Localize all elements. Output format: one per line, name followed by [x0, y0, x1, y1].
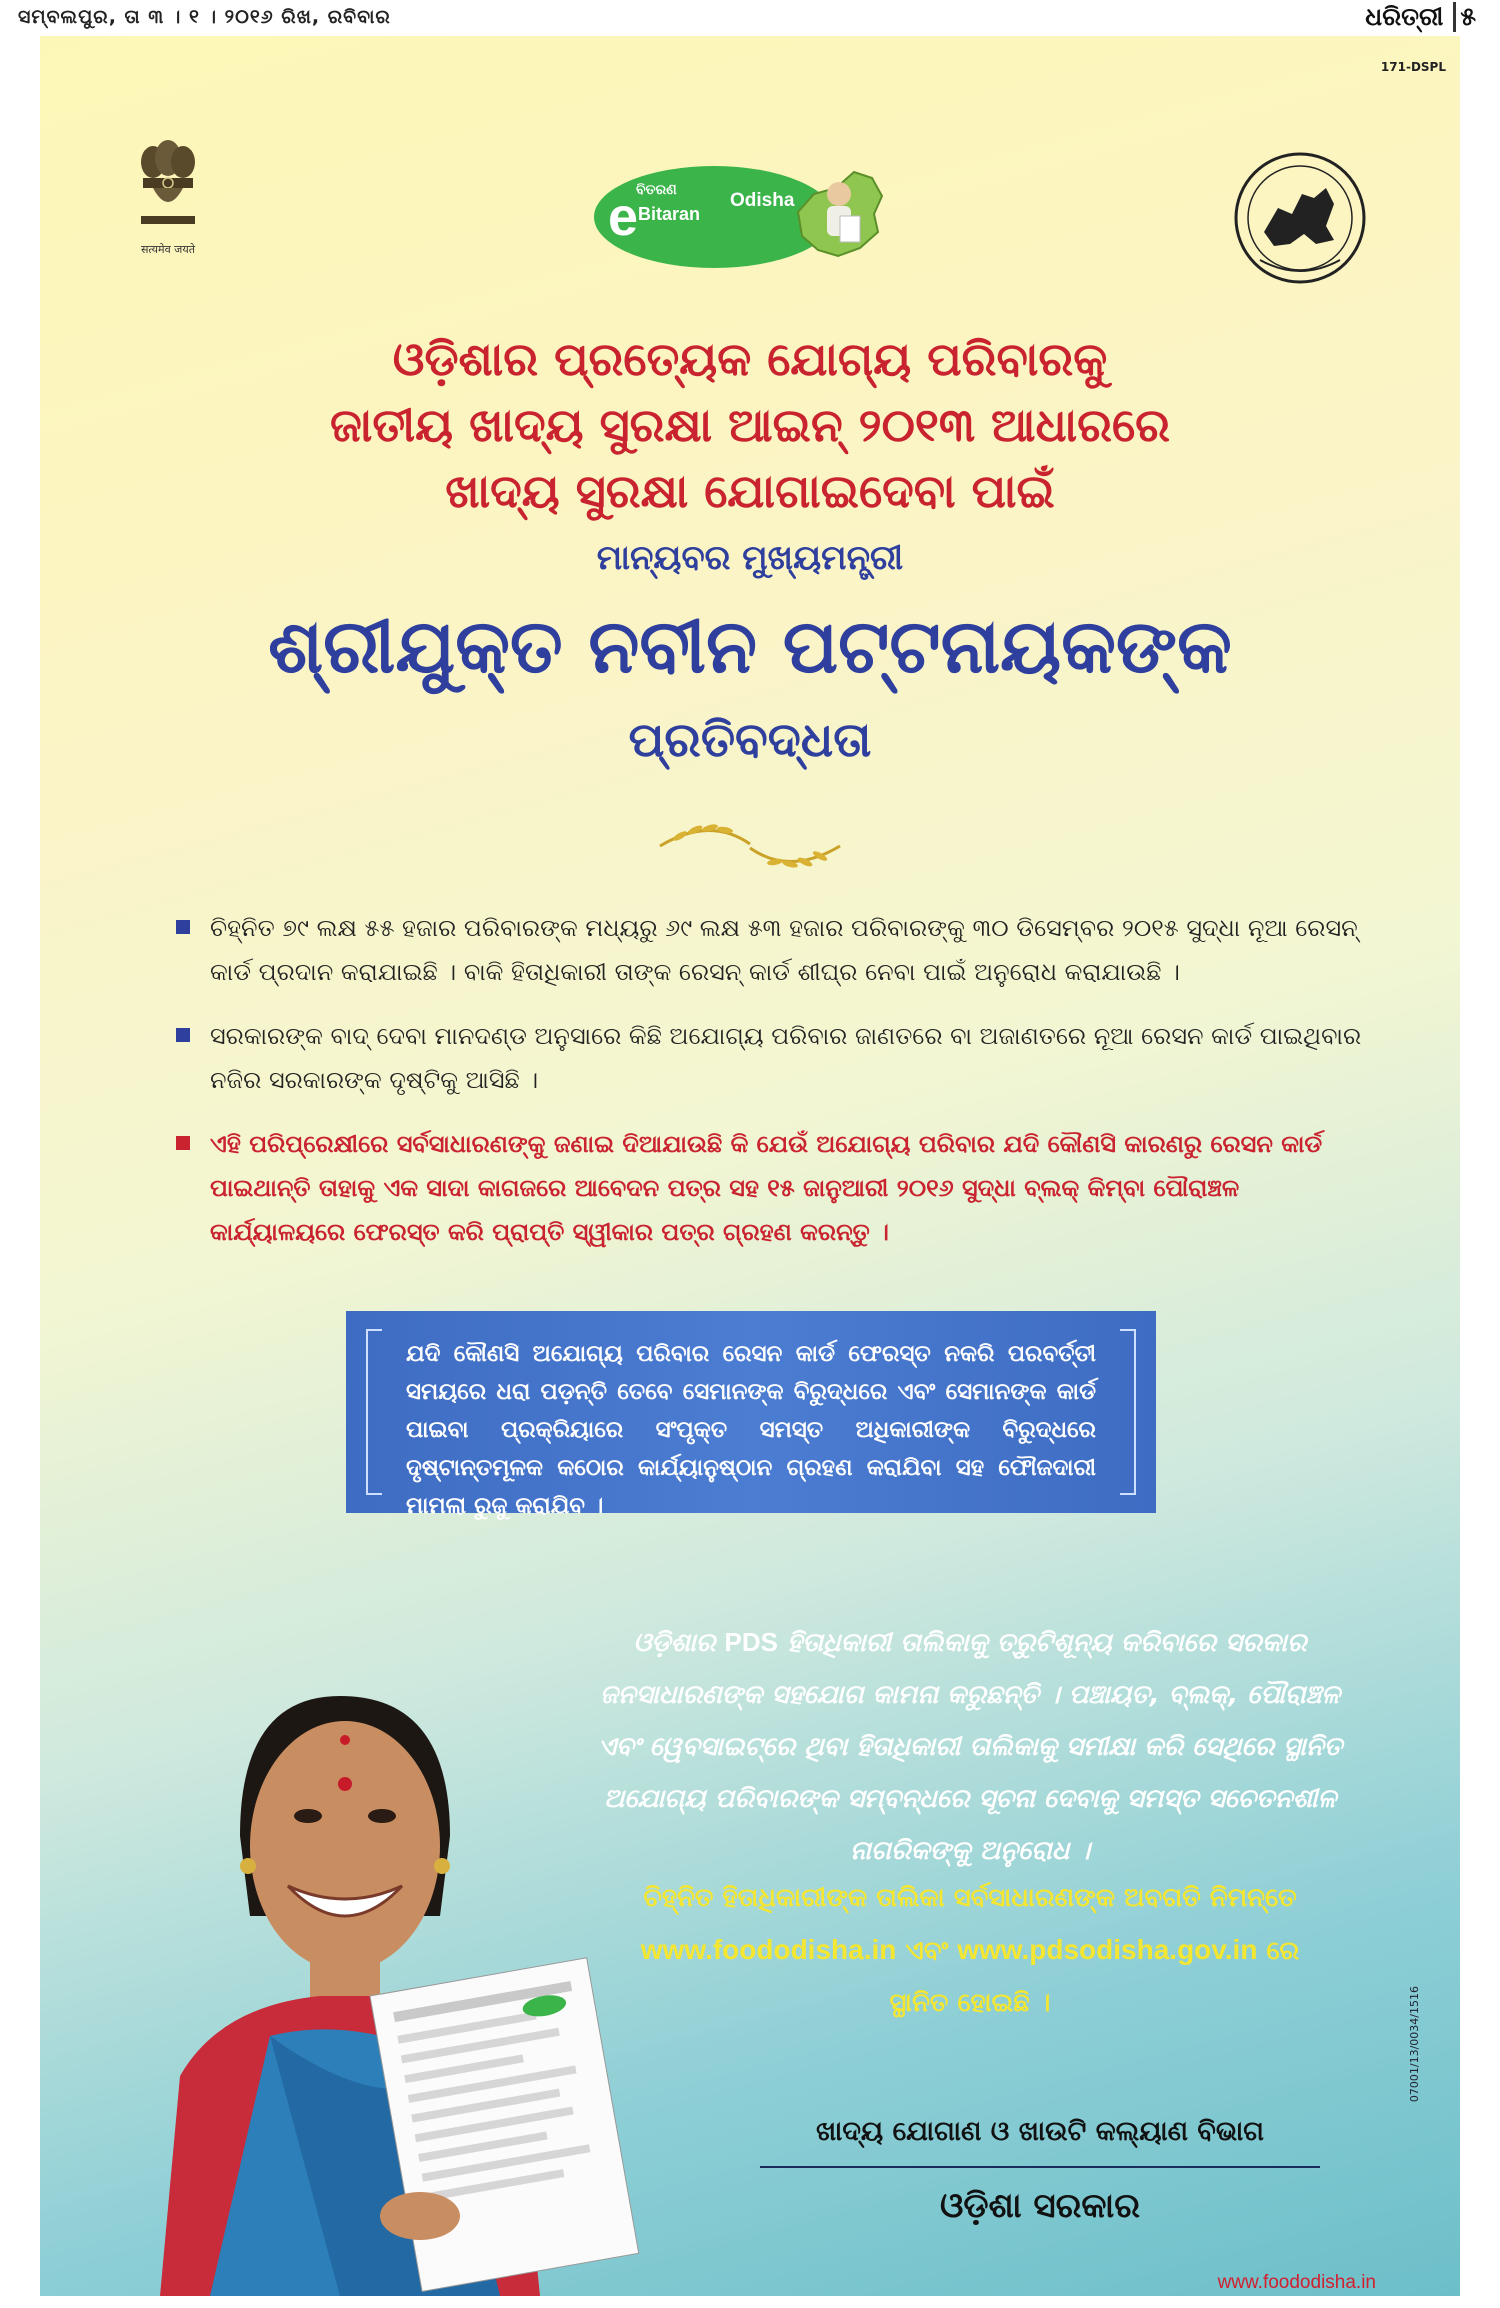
bracket-right	[1120, 1329, 1136, 1495]
side-code: 07001/13/0034/1516	[1408, 1986, 1421, 2103]
warning-text: ଯଦି କୌଣସି ଅଯୋଗ୍ୟ ପରିବାର ରେସନ କାର୍ଡ ଫେରସ୍ତ ନକରି ପରବର୍ତ୍ତୀ ସମୟରେ ଧରା ପଡ଼ନ୍ତି ତେବେ ସେମାନଙ୍କ ବିରୁଦ୍ଧରେ ଏବଂ ସେମାନଙ୍କ କାର୍ଡ ପାଇବା ପ୍ରକ୍ରିୟାରେ ସଂପୃକ୍ତ ସମସ୍ତ ଅଧିକାରୀଙ୍କ ବିରୁଦ୍ଧରେ ଦୃଷ୍ଟାନ୍ତମୂଳକ କଠୋର କାର୍ଯ୍ୟାନୁଷ୍ଠାନ ଗ୍ରହଣ କରାଯିବା ସହ ଫୌଜଦାରୀ ମାମଲା ରୁଜୁ କରାଯିବ ।	[406, 1341, 1096, 1519]
logo-e: e	[608, 187, 639, 247]
list-item	[170, 906, 1370, 994]
page-number: ୫	[1453, 2, 1480, 32]
odisha-map-icon	[784, 154, 894, 274]
woman-with-ration-card-image	[120, 1656, 680, 2296]
cm-name: ଶ୍ରୀଯୁକ୍ତ ନବୀନ ପଟ୍ଟନାୟକଙ୍କ	[268, 604, 1232, 690]
lion-capital-icon	[133, 134, 203, 234]
bullet-icon	[176, 1028, 190, 1042]
notice-and: ଏବଂ	[905, 1936, 949, 1966]
national-emblem	[128, 134, 208, 257]
list-notice	[590, 1872, 1350, 2029]
pds-text-en: PDS	[724, 1627, 779, 1657]
bullet-list	[170, 906, 1370, 1274]
bullet-text: ସରକାରଙ୍କ ବାଦ୍ ଦେବା ମାନଦଣ୍ଡ ଅନୁସାରେ କିଛି ଅଯୋଗ୍ୟ ପରିବାର ଜାଣତରେ ବା ଅଜାଣତରେ ନୂଆ ରେସନ କାର୍ଡ ପାଇଥିବାର ନଜିର ସରକାରଙ୍କ ଦୃଷ୍ଟିକୁ ଆସିଛି ।	[210, 1022, 1362, 1094]
notice-line: ସ୍ଥାନିତ ହୋଇଛି ।	[889, 1988, 1051, 2018]
government-name: ଓଡ଼ିଶା ସରକାର	[939, 2186, 1141, 2226]
dateline: ସମ୍ବଲପୁର, ତା ୩ । ୧ । ୨୦୧୬ ରିଖ, ରବିବାର	[18, 6, 391, 28]
notice-re: ରେ	[1266, 1936, 1300, 1966]
ad-code: 171-DSPL	[1380, 60, 1446, 74]
notice-line: ଚିହ୍ନିତ ହିତାଧିକାରୀଙ୍କ ତାଲିକା ସର୍ବସାଧାରଣଙ୍କ ଅବଗତି ନିମନ୍ତେ	[643, 1883, 1297, 1913]
bullet-text: ଚିହ୍ନିତ ୭୯ ଲକ୍ଷ ୫୫ ହଜାର ପରିବାରଙ୍କ ମଧ୍ୟରୁ ୬୯ ଲକ୍ଷ ୫୩ ହଜାର ପରିବାରଙ୍କୁ ୩୦ ଡିସେମ୍ବର ୨୦୧୫ ସୁଦ୍ଧା ନୂଆ ରେସନ୍ କାର୍ଡ ପ୍ରଦାନ କରାଯାଇଛି । ବାକି ହିତାଧିକାରୀ ତାଙ୍କ ରେସନ୍ କାର୍ଡ ଶୀଘ୍ର ନେବା ପାଇଁ ଅନୁରୋଧ କରାଯାଉଛି ।	[210, 914, 1358, 986]
logo-odia: ବିତରଣ	[636, 182, 677, 198]
bullet-icon	[176, 920, 190, 934]
odisha-state-seal	[1230, 148, 1370, 288]
emblem-motto: सत्यमेव जयते	[140, 243, 195, 256]
logo-state: Odisha	[730, 190, 795, 211]
list-item	[170, 1014, 1370, 1102]
advertisement	[40, 36, 1460, 2296]
headline	[200, 326, 1300, 524]
list-item	[170, 1122, 1370, 1254]
footer-link[interactable]: www.foododisha.in	[1217, 2272, 1376, 2293]
pds-text-before: ଓଡ଼ିଶାର	[633, 1628, 716, 1658]
e-bitaran-logo	[594, 154, 894, 284]
newspaper-header	[0, 0, 1500, 36]
department-name: ଖାଦ୍ୟ ଯୋଗାଣ ଓ ଖାଉଟି କଲ୍ୟାଣ ବିଭାଗ	[815, 2116, 1264, 2147]
wheat-ornament-icon	[650, 806, 850, 886]
divider	[760, 2166, 1320, 2168]
logo-english: Bitaran	[638, 204, 701, 224]
cm-title: ମାନ୍ୟବର ମୁଖ୍ୟମନ୍ତ୍ରୀ	[596, 538, 904, 578]
seal-icon	[1230, 148, 1370, 288]
headline-line: ଜାତୀୟ ଖାଦ୍ୟ ସୁରକ୍ଷା ଆଇନ୍ ୨୦୧୩ ଆଧାରରେ	[330, 398, 1170, 452]
bullet-icon	[176, 1136, 190, 1150]
notice-urls	[590, 1924, 1350, 1977]
paper-name: ଧରିତ୍ରୀ	[1365, 2, 1444, 31]
bracket-left	[366, 1329, 382, 1495]
pds-appeal	[590, 1616, 1350, 1877]
food-odisha-link[interactable]: www.foododisha.in	[640, 1934, 897, 1965]
pds-text-after: ହିତାଧିକାରୀ ତାଲିକାକୁ ତ୍ରୁଟିଶୂନ୍ୟ କରିବାରେ ସରକାର ଜନସାଧାରଣଙ୍କ ସହଯୋଗ କାମନା କରୁଛନ୍ତି । ପଞ୍ଚାୟତ, ବ୍ଲକ୍, ପୌରାଞ୍ଚଳ ଏବଂ ୱେବସାଇଟ୍‌ରେ ଥିବା ହିତାଧିକାରୀ ତାଲିକାକୁ ସମୀକ୍ଷା କରି ସେଥିରେ ସ୍ଥାନିତ ଅଯୋଗ୍ୟ ପରିବାରଙ୍କ ସମ୍ବନ୍ଧରେ ସୂଚନା ଦେବାକୁ ସମସ୍ତ ସଚେତନଶୀଳ ନାଗରିକଙ୍କୁ ଅନୁରୋଧ ।	[597, 1628, 1343, 1866]
pds-odisha-link[interactable]: www.pdsodisha.gov.in	[957, 1934, 1258, 1965]
commitment-label: ପ୍ରତିବଦ୍ଧତା	[628, 712, 872, 768]
bullet-text: ଏହି ପରିପ୍ରେକ୍ଷୀରେ ସର୍ବସାଧାରଣଙ୍କୁ ଜଣାଇ ଦିଆଯାଉଛି କି ଯେଉଁ ଅଯୋଗ୍ୟ ପରିବାର ଯଦି କୌଣସି କାରଣରୁ ରେସନ କାର୍ଡ ପାଇଥାନ୍ତି ତାହାକୁ ଏକ ସାଦା କାଗଜରେ ଆବେଦନ ପତ୍ର ସହ ୧୫ ଜାନୁଆରୀ ୨୦୧୬ ସୁଦ୍ଧା ବ୍ଲକ୍ କିମ୍ବା ପୌରାଞ୍ଚଳ କାର୍ଯ୍ୟାଳୟରେ ଫେରସ୍ତ କରି ପ୍ରାପ୍ତି ସ୍ୱୀକାର ପତ୍ର ଗ୍ରହଣ କରନ୍ତୁ ।	[210, 1130, 1323, 1246]
warning-box	[346, 1311, 1156, 1519]
paper-masthead	[1365, 2, 1480, 32]
headline-line: ଓଡ଼ିଶାର ପ୍ରତ୍ୟେକ ଯୋଗ୍ୟ ପରିବାରକୁ	[392, 332, 1108, 386]
headline-line: ଖାଦ୍ୟ ସୁରକ୍ଷା ଯୋଗାଇଦେବା ପାଇଁ	[445, 464, 1055, 518]
